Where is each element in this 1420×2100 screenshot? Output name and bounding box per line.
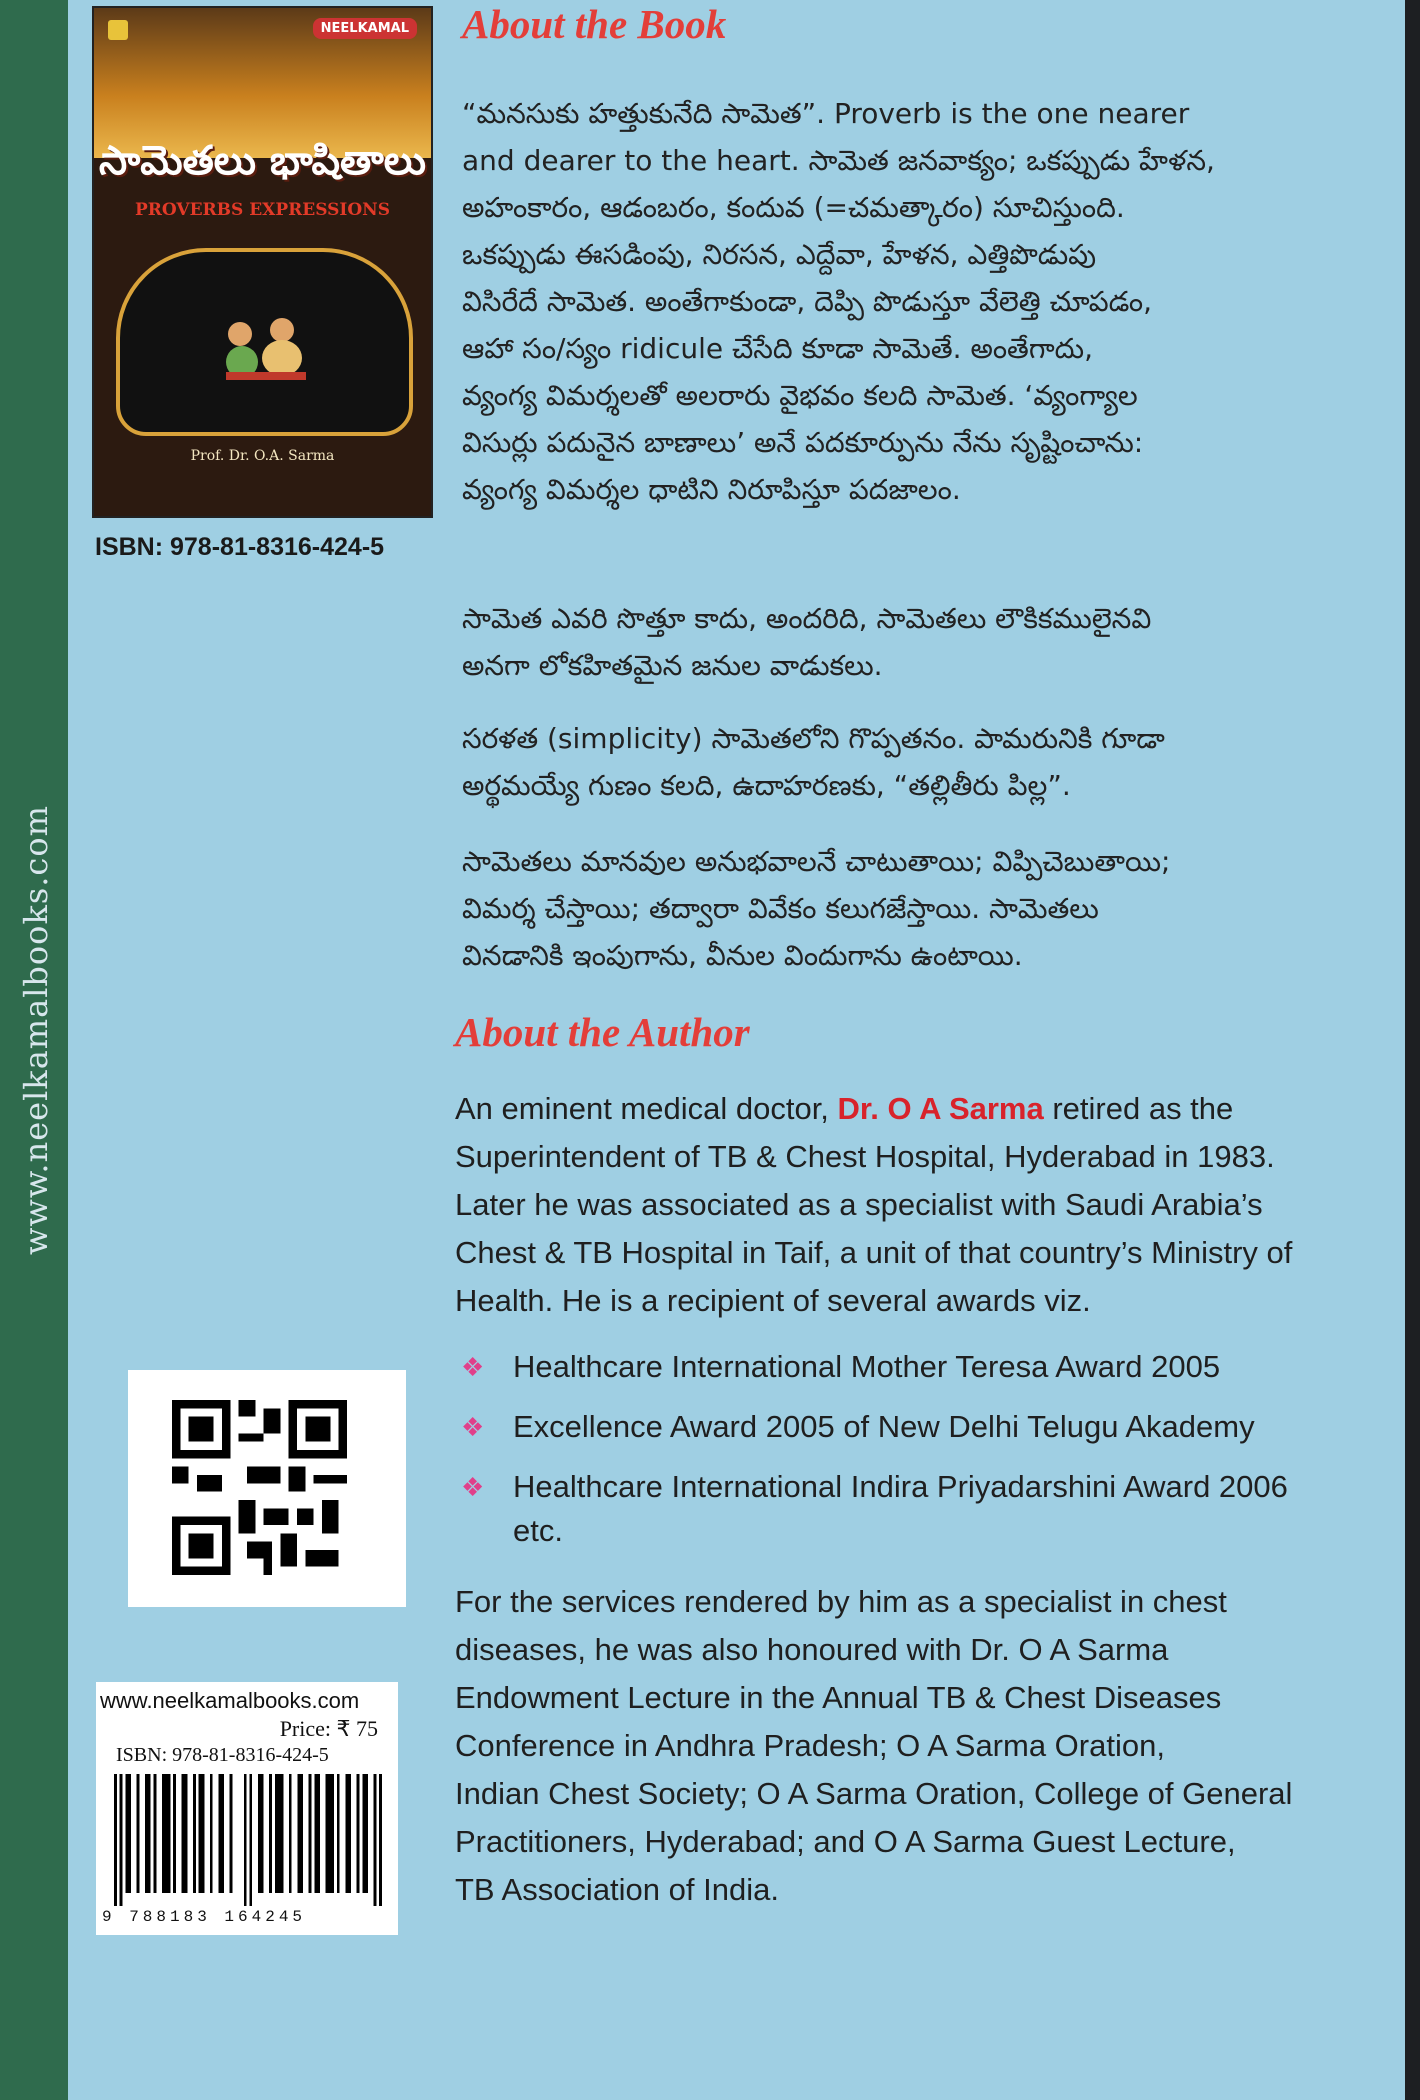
text-line: ఆహా సం/స్యం ridicule చేసేది కూడా సామెతే. అంతేగాదు, (462, 332, 1093, 365)
qr-code-icon (162, 1400, 357, 1575)
figures-illustration-icon (218, 312, 310, 382)
about-book-paragraph-1 (462, 90, 1342, 513)
list-item (455, 1345, 1335, 1389)
text-line: Endowment Lecture in the Annual TB & Chest Diseases (455, 1680, 1222, 1715)
text-line: వ్యంగ్య విమర్శల ధాటిని నిరూపిస్తూ పదజాలం. (462, 473, 961, 506)
diamond-bullet-icon: ❖ (461, 1352, 485, 1382)
barcode-digits: 9 788183 164245 (102, 1908, 307, 1926)
text-line: విసిరేదే సామెత. అంతేగాకుండా, దెప్పి పొడుస్తూ వేలెత్తి చూపడం, (462, 285, 1153, 318)
barcode-label (96, 1682, 398, 1935)
cover-thumbnail (92, 6, 433, 518)
barcode-url: www.neelkamalbooks.com (100, 1688, 360, 1713)
text-line: సరళత (simplicity) సామెతలోని గొప్పతనం. పామరునికి గూడా (462, 722, 1165, 755)
about-book-paragraph-3 (462, 715, 1342, 809)
diamond-bullet-icon: ❖ (461, 1412, 485, 1442)
barcode-icon (114, 1774, 382, 1906)
about-book-heading: About the Book (462, 1, 727, 47)
thumbnail-brand: NEELKAMAL (313, 18, 417, 39)
text-line: విసుర్లు పదునైన బాణాలు’ అనే పదకూర్పును నేను సృష్టించాను: (462, 426, 1144, 459)
text-line (455, 1085, 1335, 1133)
text-line: Conference in Andhra Pradesh; O A Sarma Oration, (455, 1728, 1165, 1763)
text-line: and dearer to the heart. సామెత జనవాక్యం; ఒకప్పుడు హేళన, (462, 144, 1215, 177)
award-text: Excellence Award 2005 of New Delhi Telugu Akademy (513, 1409, 1255, 1444)
list-item (455, 1465, 1335, 1553)
award-text: Healthcare International Indira Priyadarshini Award 2006 (513, 1469, 1288, 1504)
text-line: ఒకప్పుడు ఈసడింపు, నిరసన, ఎద్దేవా, హేళన, ఎత్తిపొడుపు (462, 238, 1097, 271)
text-line: For the services rendered by him as a specialist in chest (455, 1584, 1227, 1619)
text-line: సామెతలు మానవుల అనుభవాలనే చాటుతాయి; విప్పిచెబుతాయి; (462, 845, 1171, 878)
intro-text: retired as the (1043, 1091, 1234, 1126)
author-name: Dr. O A Sarma (837, 1091, 1044, 1126)
text-line: diseases, he was also honoured with Dr. O A Sarma (455, 1632, 1169, 1667)
text-line: అహంకారం, ఆడంబరం, కందువ (=చమత్కారం) సూచిస్తుంది. (462, 191, 1125, 224)
text-line: విమర్శ చేస్తాయి; తద్వారా వివేకం కలుగజేస్తాయి. సామెతలు (462, 892, 1099, 925)
text-line: వ్యంగ్య విమర్శలతో అలరారు వైభవం కలది సామెత. ‘వ్యంగ్యాల (462, 379, 1138, 412)
text-line: “మనసుకు హత్తుకునేది సామెత”. Proverb is the one nearer (462, 97, 1190, 130)
text-line: సామెత ఎవరి సొత్తూ కాదు, అందరిది, సామెతలు లౌకికములైనవి (462, 602, 1152, 635)
about-book-paragraph-4 (462, 838, 1342, 979)
text-line: Chest & TB Hospital in Taif, a unit of that country’s Ministry of (455, 1235, 1293, 1270)
text-line: Health. He is a recipient of several awards viz. (455, 1283, 1091, 1318)
award-etc: etc. (513, 1513, 563, 1548)
about-author-intro (455, 1085, 1335, 1325)
text-line: Indian Chest Society; O A Sarma Oration, College of General (455, 1776, 1293, 1811)
about-book-paragraph-2 (462, 595, 1342, 689)
spine-url (8, 700, 64, 1360)
isbn-label: ISBN: 978-81-8316-424-5 (95, 533, 385, 561)
text-line: Practitioners, Hyderabad; and O A Sarma Guest Lecture, (455, 1824, 1236, 1859)
award-text: Healthcare International Mother Teresa Award 2005 (513, 1349, 1221, 1384)
qr-code-box (128, 1370, 406, 1607)
text-line: అర్థమయ్యే గుణం కలది, ఉదాహరణకు, “తల్లితీరు పిల్ల”. (462, 769, 1071, 802)
diamond-bullet-icon: ❖ (461, 1472, 485, 1502)
about-author-closing (455, 1578, 1335, 1914)
text-line: అనగా లోకహితమైన జనుల వాడుకలు. (462, 649, 883, 682)
about-author-heading: About the Author (455, 1009, 750, 1055)
text-line: Later he was associated as a specialist with Saudi Arabia’s (455, 1187, 1263, 1222)
thumbnail-author: Prof. Dr. O.A. Sarma (190, 448, 335, 464)
text-line: Superintendent of TB & Chest Hospital, Hyderabad in 1983. (455, 1139, 1275, 1174)
intro-text: An eminent medical doctor, (455, 1091, 838, 1126)
thumbnail-subtitle: PROVERBS EXPRESSIONS (134, 200, 391, 220)
awards-list (455, 1345, 1335, 1569)
barcode-isbn: ISBN: 978-81-8316-424-5 (116, 1744, 329, 1766)
thumbnail-illustration-frame (116, 248, 413, 436)
list-item (455, 1405, 1335, 1449)
text-line: వినడానికి ఇంపుగాను, వీనుల విందుగాను ఉంటాయి. (462, 939, 1023, 972)
price: Price: ₹ 75 (279, 1716, 378, 1741)
spine-url-text: www.neelkamalbooks.com (17, 805, 55, 1255)
thumbnail-title: సామెతలు భాషితాలు (99, 138, 426, 184)
spine (0, 0, 68, 2100)
text-line: TB Association of India. (455, 1872, 779, 1907)
publisher-logo-icon (108, 20, 128, 40)
